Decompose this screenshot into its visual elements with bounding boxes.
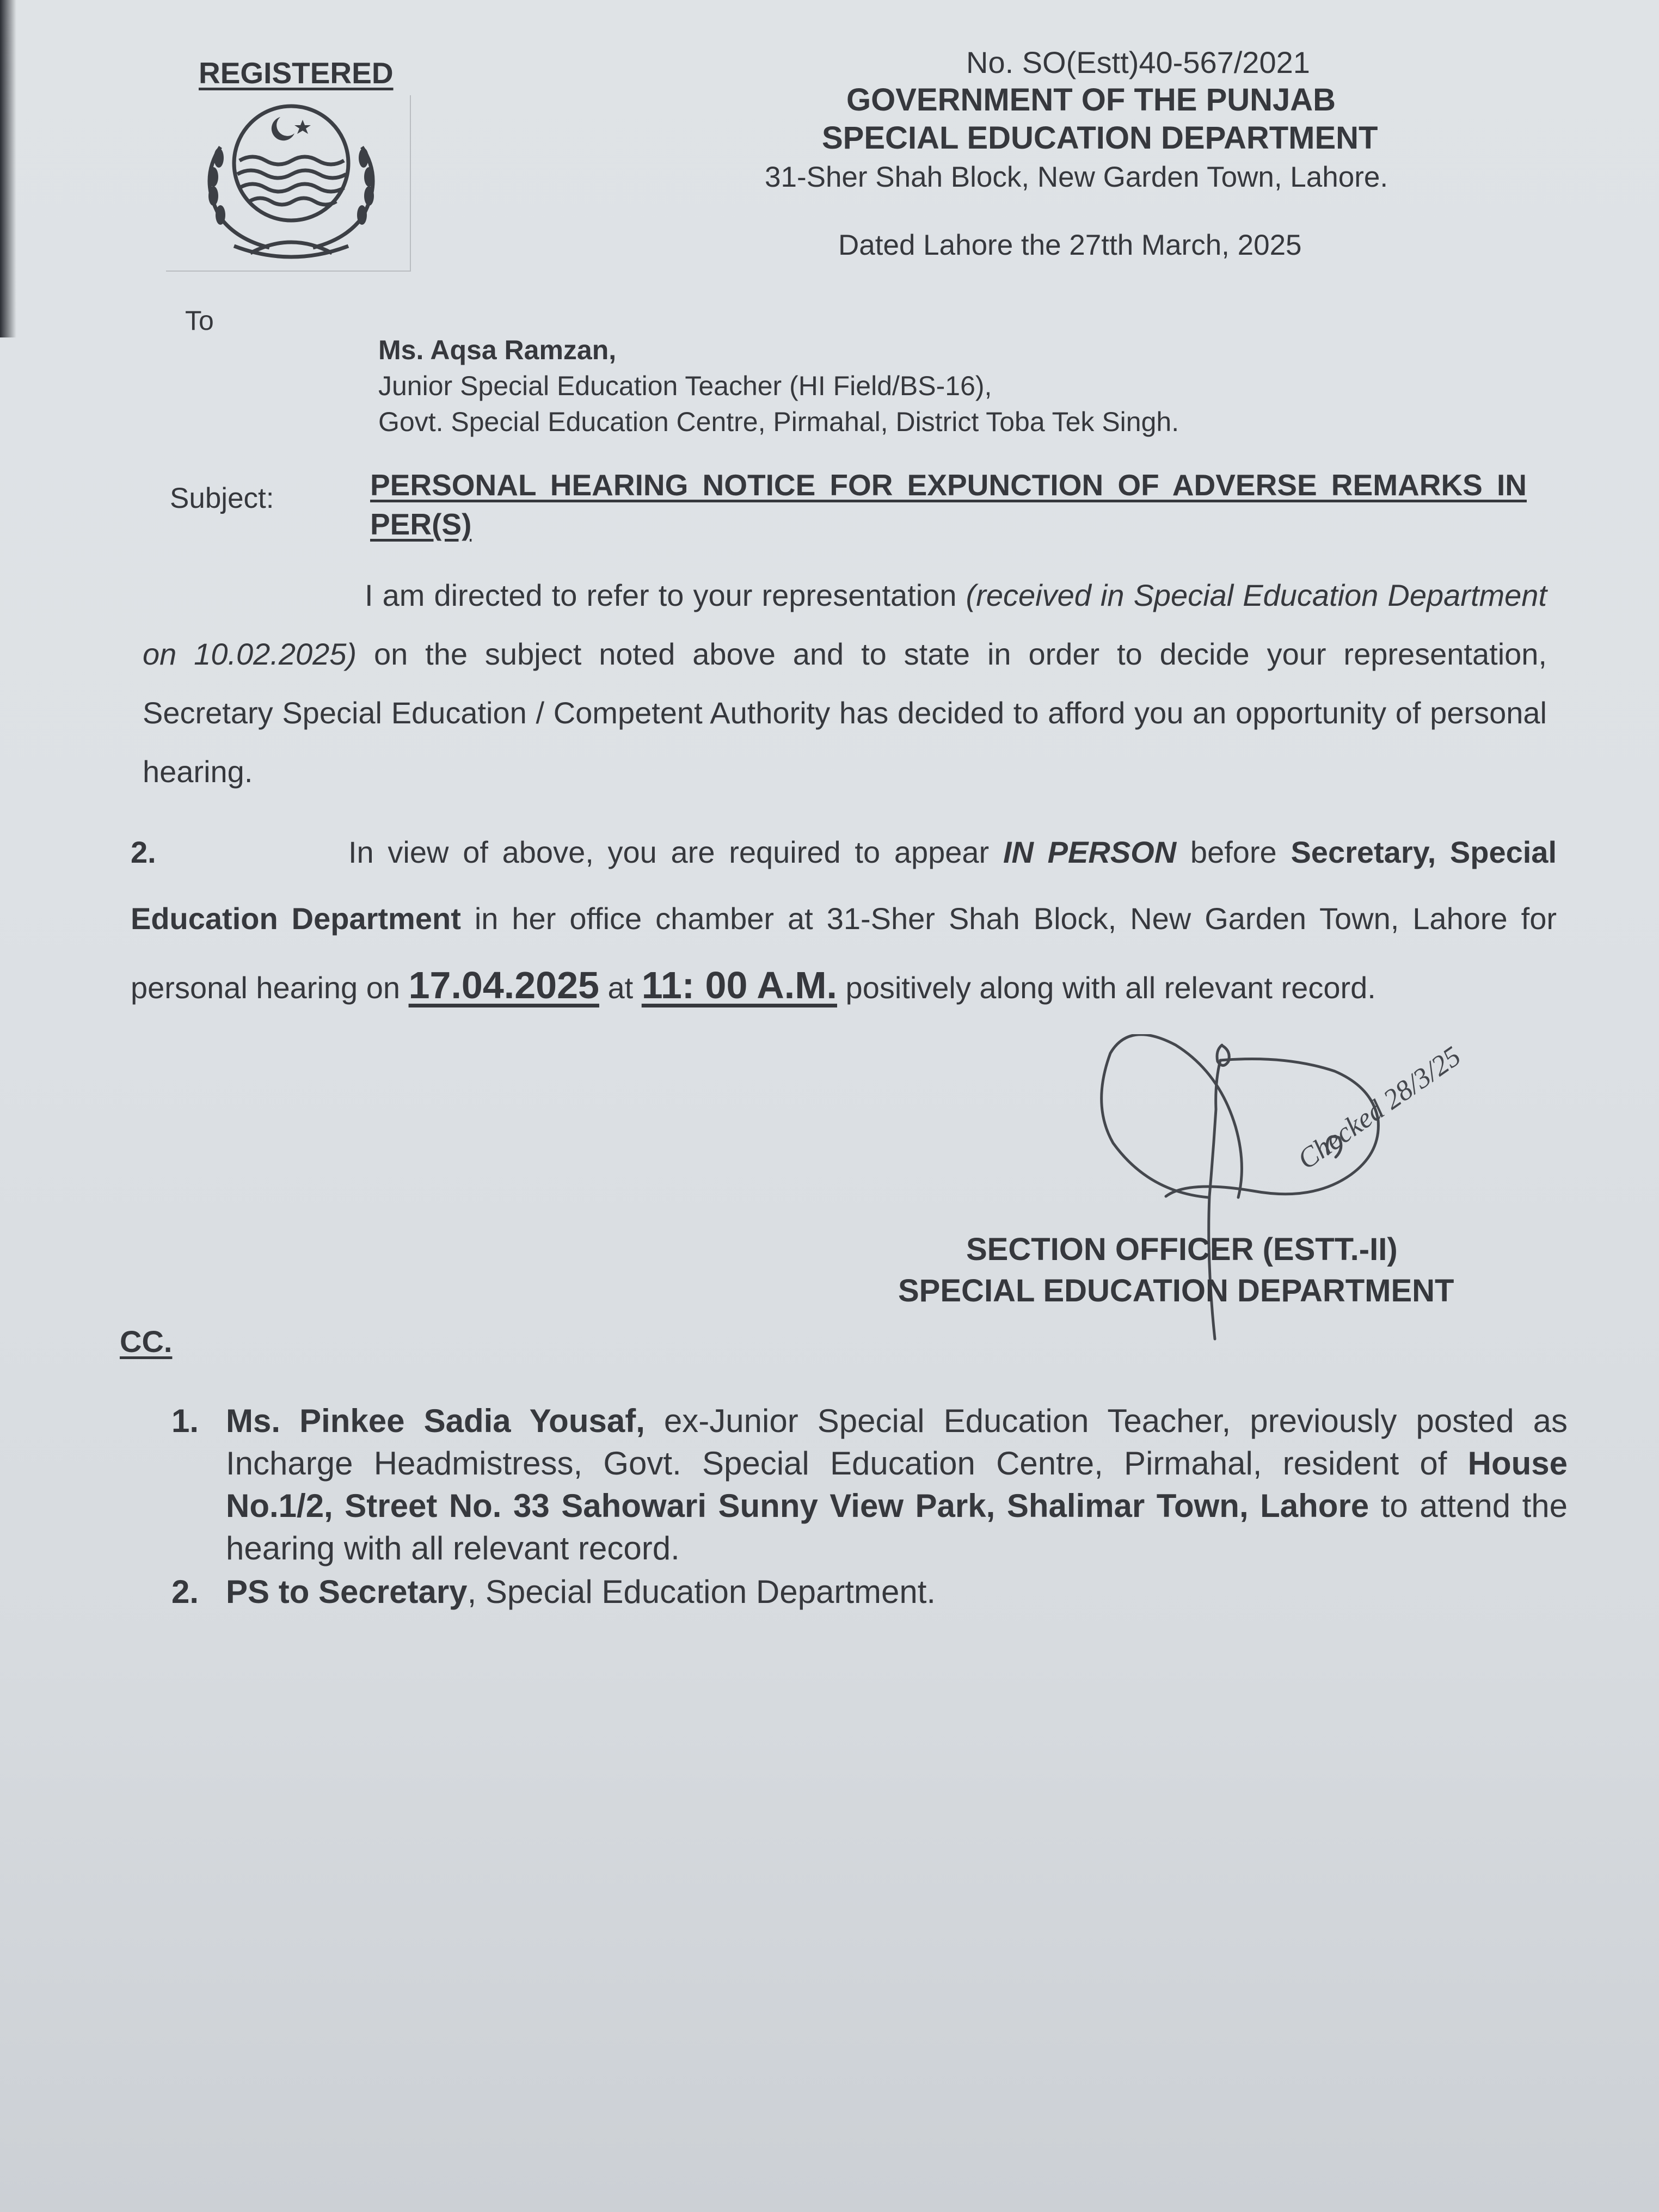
para1-text-a: I am directed to refer to your representation <box>365 578 966 612</box>
para2-in-person: IN PERSON <box>1003 835 1177 869</box>
government-heading: GOVERNMENT OF THE PUNJAB <box>846 82 1336 118</box>
para2-text-a: In view of above, you are required to appear <box>348 835 1003 869</box>
cc-item-instruction: to attend the hearing with all relevant record. <box>226 1488 1568 1566</box>
addressee-office: Govt. Special Education Centre, Pirmahal, District Toba Tek Singh. <box>378 407 1179 437</box>
to-label: To <box>185 305 214 336</box>
addressee-block <box>378 332 1179 440</box>
cc-list <box>171 1400 1568 1614</box>
cc-item-detail: , Special Education Department. <box>467 1574 936 1610</box>
list-item <box>171 1571 1568 1613</box>
department-heading: SPECIAL EDUCATION DEPARTMENT <box>822 120 1378 156</box>
handwritten-signature <box>1078 1034 1568 1372</box>
cc-item-address: House No.1/2, Street No. 33 Sahowari Sunny View Park, Shalimar Town, Lahore <box>226 1445 1568 1524</box>
para2-text-d: at <box>599 970 642 1005</box>
para1-text-b: on the subject noted above and to state in order to decide your representation, Secretary Special Education / Competent Authority has decided to afford you an opportunity of personal hearing. <box>143 637 1547 789</box>
cc-item-recipient: PS to Secretary <box>226 1574 468 1610</box>
punjab-emblem-icon <box>169 98 411 272</box>
cc-item-recipient: Ms. Pinkee Sadia Yousaf, <box>226 1403 645 1439</box>
paragraph-1 <box>143 566 1547 801</box>
addressee-designation: Junior Special Education Teacher (HI Field/BS-16), <box>378 371 992 401</box>
registered-label: REGISTERED <box>199 56 394 90</box>
page-edge-shadow <box>0 0 16 337</box>
cc-item-number: 2. <box>171 1574 199 1610</box>
handwritten-note: Checked 28/3/25 <box>1292 1040 1467 1176</box>
subject-label: Subject: <box>170 482 274 514</box>
subject-text: PERSONAL HEARING NOTICE FOR EXPUNCTION OF ADVERSE REMARKS IN PER(S) <box>370 468 1527 541</box>
list-item <box>171 1400 1568 1570</box>
para2-text-b: before <box>1176 835 1291 869</box>
cc-item-detail: ex-Junior Special Education Teacher, previously posted as Incharge Headmistress, Govt. Special Education Centre, Pirmahal, resident of <box>226 1403 1568 1482</box>
para2-text-c: in her office chamber at 31-Sher Shah Block, New Garden Town, Lahore for personal hearing on <box>131 901 1557 1005</box>
addressee-name: Ms. Aqsa Ramzan, <box>378 335 617 365</box>
signatory-department: SPECIAL EDUCATION DEPARTMENT <box>898 1273 1454 1308</box>
hearing-date: 17.04.2025 <box>408 964 599 1006</box>
signatory-title: SECTION OFFICER (ESTT.-II) <box>966 1232 1398 1267</box>
hearing-time: 11: 00 A.M. <box>641 964 837 1006</box>
reference-number: No. SO(Estt)40-567/2021 <box>966 45 1310 79</box>
para2-secretary: Secretary, Special Education Department <box>131 835 1557 936</box>
cc-label: CC. <box>120 1324 173 1359</box>
letter-date: Dated Lahore the 27tth March, 2025 <box>838 229 1302 261</box>
paragraph-2 <box>131 819 1557 1021</box>
cc-item-number: 1. <box>171 1403 199 1439</box>
para1-received-note: (received in Special Education Department on 10.02.2025) <box>143 578 1547 671</box>
para2-number: 2. <box>131 835 156 869</box>
department-address: 31-Sher Shah Block, New Garden Town, Lahore. <box>765 161 1388 193</box>
cc-item-text <box>226 1571 1568 1613</box>
para2-text-e: positively along with all relevant record. <box>837 970 1376 1005</box>
cc-item-text <box>226 1400 1568 1570</box>
